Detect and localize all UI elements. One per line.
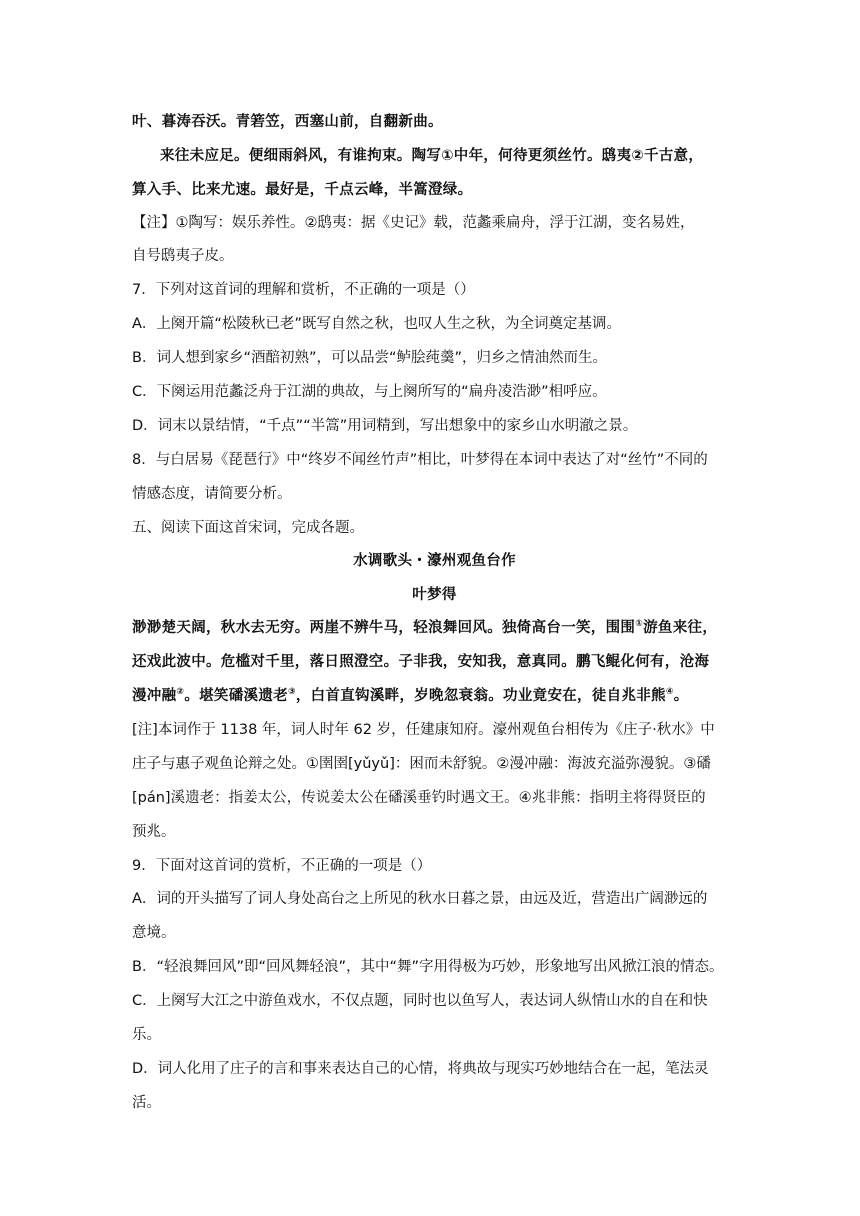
poem2-line-1-tail: 游鱼来往， [643,620,718,636]
poem-line-3: 算入手、比来尤速。最好是，千点云峰，半篙澄绿。 [132,182,473,198]
note2-line-2: 庄子与惠子观鱼论辩之处。①圉圉[yǔyǔ]：困而未舒貌。②漫冲融：海波充溢弥漫貌。③磻 [132,756,711,772]
question-7-option-a: A．上阕开篇“松陵秋已老”既写自然之秋，也叹人生之秋，为全词奠定基调。 [132,316,621,332]
poem-title: 水调歌头・濠州观鱼台作 [353,553,516,569]
question-7-option-d: D．词末以景结情，“千点”“半篙”用词精到，写出想象中的家乡山水明澈之景。 [132,418,638,434]
section-five-heading: 五、阅读下面这首宋词，完成各题。 [132,520,364,536]
question-7-option-c: C．下阕运用范蠡泛舟于江湖的典故，与上阕所写的“扁舟凌浩渺”相呼应。 [132,384,607,400]
poem2-line-1-text: 渺渺楚天阔，秋水去无穷。两崖不辨牛马，轻浪舞回风。独倚高台一笑，围围 [132,620,636,636]
note2-line-1: [注]本词作于 1138 年，词人时年 62 岁，任建康知府。濠州观鱼台相传为《庄子·秋水》中 [132,722,715,738]
question-9-option-a-line-1: A．词的开头描写了词人身处高台之上所见的秋水日暮之景，由远及近，营造出广阔渺远的 [132,891,708,907]
note2-line-3: [pán]溪遗老：指姜太公，传说姜太公在磻溪垂钓时遇文王。④兆非熊：指明主将得贤臣的 [132,790,706,806]
poem2-line-3-b: 。堪笑磻溪遗老 [184,688,288,704]
note-line-2: 自号鸱夷子皮。 [132,248,234,264]
footnote-marker-2: ② [176,687,185,698]
poem-line-2: 来往未应足。便细雨斜风，有谁拘束。陶写①中年，何待更须丝竹。鸱夷②千古意， [160,148,704,164]
poem2-line-3-a: 漫冲融 [132,688,177,704]
question-9-option-c-line-2: 乐。 [132,1027,161,1043]
poem-line-1: 叶、暮涛吞沃。青箬笠，西塞山前，自翻新曲。 [132,114,443,130]
poem2-line-1 [132,618,737,638]
footnote-marker-3: ③ [287,687,296,698]
footnote-marker-1: ① [635,619,644,630]
poem2-line-3-c: ，白首直钩溪畔，岁晚忽衰翁。功业竟安在，徒自兆非熊 [295,688,666,704]
footnote-marker-4: ④ [665,687,674,698]
poem2-line-2: 还戏此波中。危槛对千里，落日照澄空。子非我，安知我，意真同。鹏飞鲲化何有，沧海 [132,654,710,670]
poem2-line-3 [132,686,737,706]
note2-line-4: 预兆。 [132,824,176,840]
question-9-option-a-line-2: 意境。 [132,925,176,941]
note-line-1: 【注】①陶写：娱乐养性。②鸱夷：据《史记》载，范蠡乘扁舟，浮于江湖，变名易姓， [132,215,695,231]
question-7-option-b: B．词人想到家乡“酒醅初熟”，可以品尝“鲈脍莼羹”，归乡之情油然而生。 [132,350,607,366]
question-9: 9．下面对这首词的赏析，不正确的一项是（） [132,858,432,874]
question-8-line-1: 8．与白居易《琵琶行》中“终岁不闻丝竹声”相比，叶梦得在本词中表达了对“丝竹”不同的 [132,452,708,468]
question-7: 7．下列对这首词的理解和赏析，不正确的一项是（） [132,282,475,298]
question-9-option-c-line-1: C．上阕写大江之中游鱼戏水，不仅点题，同时也以鱼写人，表达词人纵情山水的自在和快 [132,993,708,1009]
question-9-option-d-line-2: 活。 [132,1095,161,1111]
question-8-line-2: 情感态度，请简要分析。 [132,486,292,502]
question-9-option-d-line-1: D．词人化用了庄子的言和事来表达自己的心情，将典故与现实巧妙地结合在一起，笔法灵 [132,1061,709,1077]
poem-author: 叶梦得 [412,587,457,603]
question-9-option-b: B．“轻浪舞回风”即“回风舞轻浪”，其中“舞”字用得极为巧妙，形象地写出风掀江浪的情态。 [132,959,724,975]
poem2-line-3-d: 。 [673,688,689,704]
